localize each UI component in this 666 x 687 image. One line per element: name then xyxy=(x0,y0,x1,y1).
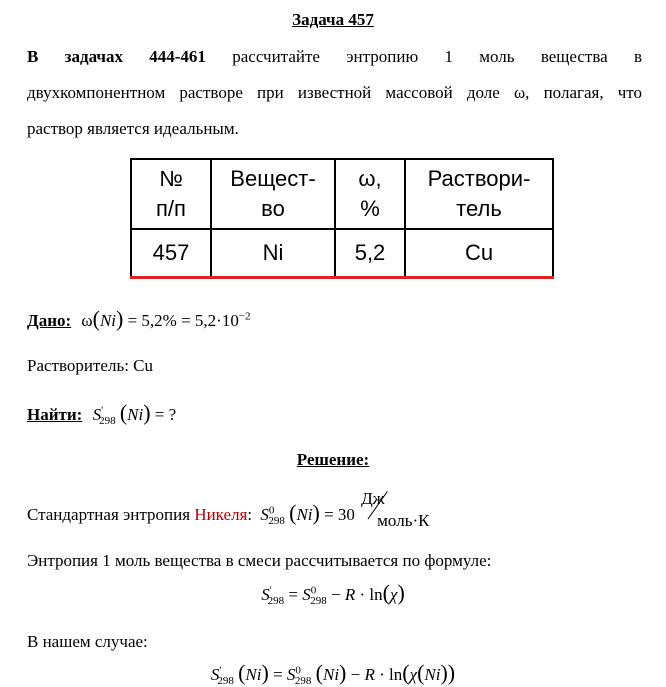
header-substance: Вещест- во xyxy=(211,159,335,229)
formula-intro: Энтропия 1 моль вещества в смеси рассчитывается по формуле: xyxy=(27,551,492,570)
header-number: № п/п xyxy=(131,159,211,229)
problem-statement xyxy=(27,39,642,147)
solution-heading: Решение: xyxy=(296,450,370,469)
statement-line-2: двухкомпонентном растворе при известной массовой доле ω, полагая, что xyxy=(27,83,642,102)
our-case-label: В нашем случае: xyxy=(27,632,148,651)
given-formula: $\omega(Ni) = 5,2\% = 5,2\cdot 10^{-2}$ xyxy=(81,306,251,331)
page-title: Задача 457 xyxy=(292,10,374,29)
general-formula: $S'_{298} = S^0_{298} - R \cdot \ln(\chi)$ xyxy=(261,580,405,608)
statement-line-1-rest: рассчитайте энтропию 1 моль вещества в xyxy=(232,47,642,66)
statement-line-3: раствор является идеальным. xyxy=(27,119,239,138)
entropy-unit: Дж моль·К xyxy=(361,489,430,531)
cell-mass-fraction: 5,2 xyxy=(335,229,405,278)
find-formula: $S'_{298}$ (Ni) = ? xyxy=(92,400,177,428)
solvent-line: Растворитель: Cu xyxy=(27,356,154,375)
given-label: Дано: xyxy=(27,311,72,330)
table-header-row xyxy=(131,159,553,229)
cell-substance: Ni xyxy=(211,229,335,278)
find-line xyxy=(27,400,176,427)
cell-solvent: Cu xyxy=(405,229,553,278)
statement-line-1 xyxy=(27,39,642,75)
header-mass-fraction: ω, % xyxy=(335,159,405,229)
statement-lead: В задачах 444-461 xyxy=(27,47,206,66)
case-formula: $S'_{298}$ $(Ni) = S^0_{298}$ (Ni) − R · ln(χ(Ni)) xyxy=(210,660,456,687)
cell-number: 457 xyxy=(131,229,211,278)
task-table xyxy=(130,158,554,279)
std-entropy-formula: $S^0_{298}$ (Ni) = 30 xyxy=(260,500,355,528)
given-line xyxy=(27,306,251,332)
standard-entropy-line xyxy=(27,489,454,531)
std-entropy-colon: : xyxy=(247,505,253,524)
element-name: Никеля xyxy=(194,505,248,524)
std-entropy-prefix: Стандартная энтропия xyxy=(27,505,195,524)
header-solvent: Раствори- тель xyxy=(405,159,553,229)
find-label: Найти: xyxy=(27,405,83,424)
table-row xyxy=(131,229,553,278)
